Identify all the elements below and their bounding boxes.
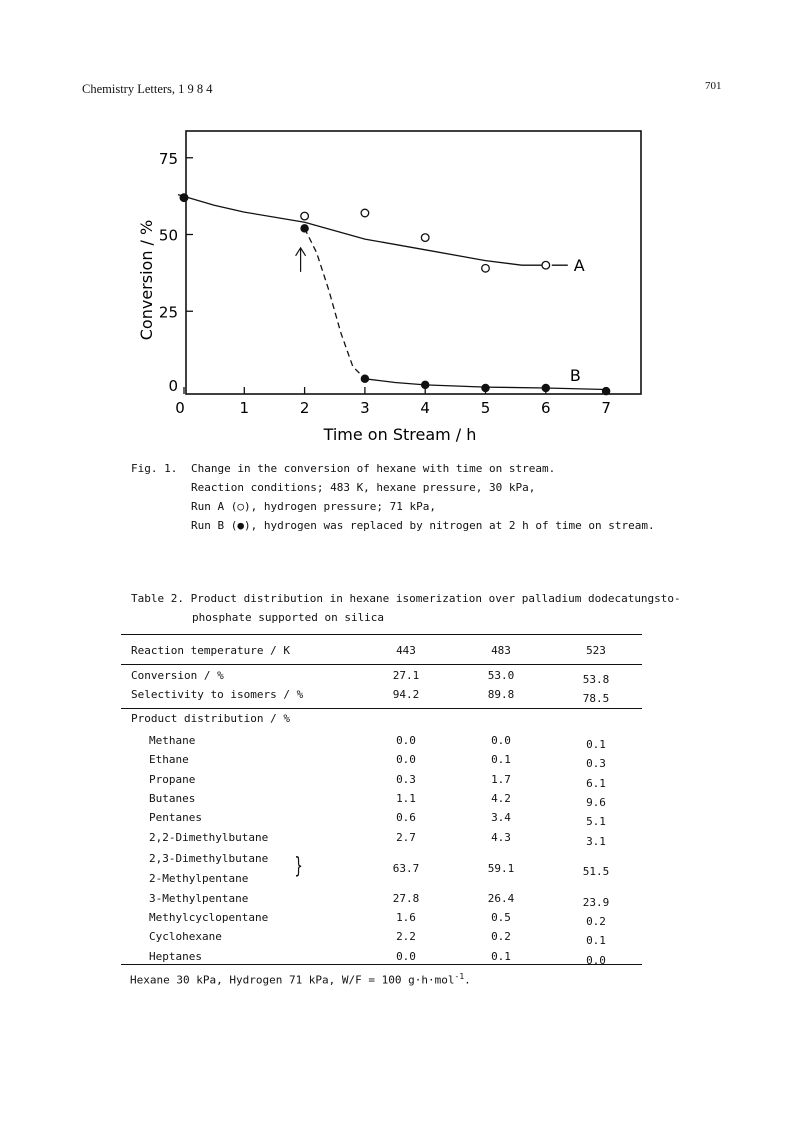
running-head: Chemistry Letters, 1 9 8 4 [82,82,213,96]
table-cell: 0.1 [491,753,511,767]
table-cell: 0.5 [491,911,511,925]
table-row-label: Methane [149,734,196,747]
table-cell: 0.2 [586,915,606,929]
caption-line: Run A (○), hydrogen pressure; 71 kPa, [191,500,437,513]
table-cell: 0.1 [586,738,606,751]
figure-caption [131,459,655,535]
x-tick-label: 7 [601,399,611,417]
x-tick-label: 5 [480,399,491,417]
table-rule-header [121,664,642,665]
table-header-label: Reaction temperature / K [131,644,290,657]
table-cell: 0.2 [491,930,511,944]
x-tick-label: 6 [541,399,551,417]
table-rule-mid [121,708,642,709]
table-row-label: Methylcyclopentane [149,911,269,925]
table-cell: 0.0 [396,734,416,747]
series-a-label: A [573,256,585,276]
table-cell: 26.4 [487,891,515,905]
brace-icon: } [294,853,303,879]
table-rule-bottom [121,964,642,965]
series-b-point [603,387,610,394]
table-row-label: 3-Methylpentane [149,891,249,905]
table-cell: 89.8 [487,688,515,701]
table-cell: 1.7 [491,772,511,786]
conversion-chart [0,0,793,460]
table-cell: 0.0 [586,953,606,967]
table-cell: 9.6 [586,795,606,809]
table-cell: 6.1 [586,776,606,790]
plot-frame [186,131,641,394]
x-tick-label: 4 [420,399,430,417]
table-row-label: 2,3-Dimethylbutane [149,851,269,865]
series-b-point [542,384,549,391]
table-cell: 5.1 [586,815,606,829]
x-tick-label: 2 [299,399,310,417]
table-cell: 3.1 [586,834,606,848]
series-a-point [361,209,369,217]
series-b-point [301,225,308,232]
x-tick-label: 3 [360,399,370,417]
table-cell: 0.0 [396,753,416,767]
series-b-point [482,384,489,391]
x-axis-label: Time on Stream / h [323,425,477,444]
series-a-point [301,212,309,220]
y-axis-label: Conversion / % [137,219,156,341]
series-b-point [422,381,429,388]
table-title-line: Table 2. Product distribution in hexane isomerization over palladium dodecatungsto- [131,592,681,605]
table-cell: 0.3 [396,772,416,786]
table-cell: 0.1 [586,934,606,948]
table-cell: 4.2 [491,791,511,805]
table-cell: 3.4 [491,811,511,825]
table-row-label: Cyclohexane [149,930,222,944]
table-header-temp: 443 [396,644,416,657]
page-number: 701 [705,80,722,92]
table-header-temp: 483 [491,644,511,657]
table-row-label: 2-Methylpentane [149,871,249,885]
caption-label: Fig. 1. [131,462,178,475]
series-a-line [178,195,546,266]
table-cell: 27.1 [392,669,420,682]
table-cell: 4.3 [491,830,511,844]
series-b-dashed-line [305,228,365,378]
table-row-label: Propane [149,772,196,786]
table-cell: 59.1 [487,861,515,875]
table-cell: 63.7 [392,861,420,875]
y-tick-label: 50 [158,226,178,245]
table-cell: 0.0 [491,734,511,747]
table-cell: 53.0 [487,669,515,682]
table-cell: 51.5 [582,864,610,878]
series-a-point [421,234,429,242]
table-cell: 2.2 [396,930,416,944]
series-a-point [542,261,550,269]
table-cell: 27.8 [392,891,420,905]
series-a-point [482,264,490,272]
y-tick-label: 25 [158,303,178,322]
table-row-label: Selectivity to isomers / % [131,688,304,701]
caption-line: Reaction conditions; 483 K, hexane pressure, 30 kPa, [191,481,536,494]
caption-line: Run B (●), hydrogen was replaced by nitrogen at 2 h of time on stream. [191,519,655,532]
table-title [131,589,681,627]
table-cell: 0.0 [396,949,416,963]
table-cell: 0.6 [396,811,416,825]
table-cell: 0.3 [586,757,606,771]
footnote-superscript: -1 [454,972,465,981]
table-cell: 23.9 [582,895,610,909]
y-tick-label: 0 [168,377,178,395]
x-tick-label: 0 [175,399,185,417]
table-cell: 2.7 [396,830,416,844]
footnote-end: . [464,973,471,987]
series-b-label: B [569,365,581,385]
caption-line: Change in the conversion of hexane with time on stream. [191,462,556,475]
table-row-label: Conversion / % [131,669,224,682]
series-b-point [361,375,368,382]
table-row-label: Pentanes [149,811,202,825]
table-row-label: Butanes [149,791,196,805]
table-title-line: phosphate supported on silica [192,611,385,624]
table-row-label: 2,2-Dimethylbutane [149,830,269,844]
table-rule-top [121,634,642,635]
table-cell: 78.5 [582,692,610,705]
table-row-label: Ethane [149,753,189,767]
footnote-text: Hexane 30 kPa, Hydrogen 71 kPa, W/F = 100 g·h·mol [130,973,455,987]
x-tick-label: 1 [239,399,250,417]
table-cell: 94.2 [392,688,420,701]
table-footnote [130,972,471,987]
series-b-point [180,194,187,201]
y-tick-label: 75 [158,149,178,168]
table-header-temp: 523 [586,644,606,657]
table-row-label: Heptanes [149,949,202,963]
table-cell: 1.1 [396,791,416,805]
table-cell: 53.8 [582,673,610,686]
table-cell: 0.1 [491,949,511,963]
table-section-label: Product distribution / % [131,712,290,725]
table-cell: 1.6 [396,911,416,925]
